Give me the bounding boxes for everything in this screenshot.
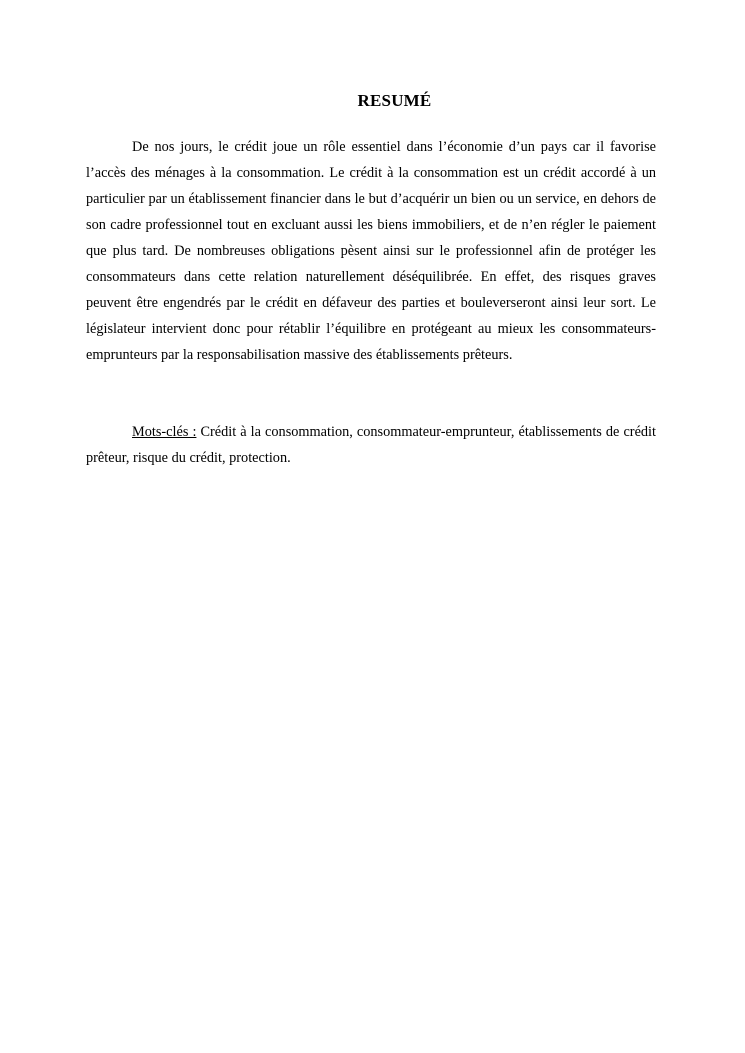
keywords-text: Crédit à la consommation, consommateur-emprunteur, établissements de crédit prêteur, risque du crédit, protection. xyxy=(86,424,657,466)
page-title: RESUMÉ xyxy=(357,91,432,110)
keywords-label: Mots-clés : xyxy=(132,424,197,440)
keywords-paragraph xyxy=(86,419,656,471)
abstract-paragraph: De nos jours, le crédit joue un rôle essentiel dans l’économie d’un pays car il favorise l’accès des ménages à la consommation. Le crédit à la consommation est un crédit accordé à un particulier par un établissement financier dans le but d’acquérir un bien ou un service, en dehors de son cadre professionnel tout en excluant aussi les biens immobiliers, et de n’en régler le paiement que plus tard. De nombreuses obligations pèsent ainsi sur le professionnel afin de protéger les consommateurs dans cette relation naturellement déséquilibrée. En effet, des risques graves peuvent être engendrés par le crédit en défaveur des parties et bouleverseront ainsi leur sort. Le législateur intervient donc pour rétablir l’équilibre en protégeant au mieux les consommateurs-emprunteurs par la responsabilisation massive des établissements prêteurs. xyxy=(86,139,656,363)
